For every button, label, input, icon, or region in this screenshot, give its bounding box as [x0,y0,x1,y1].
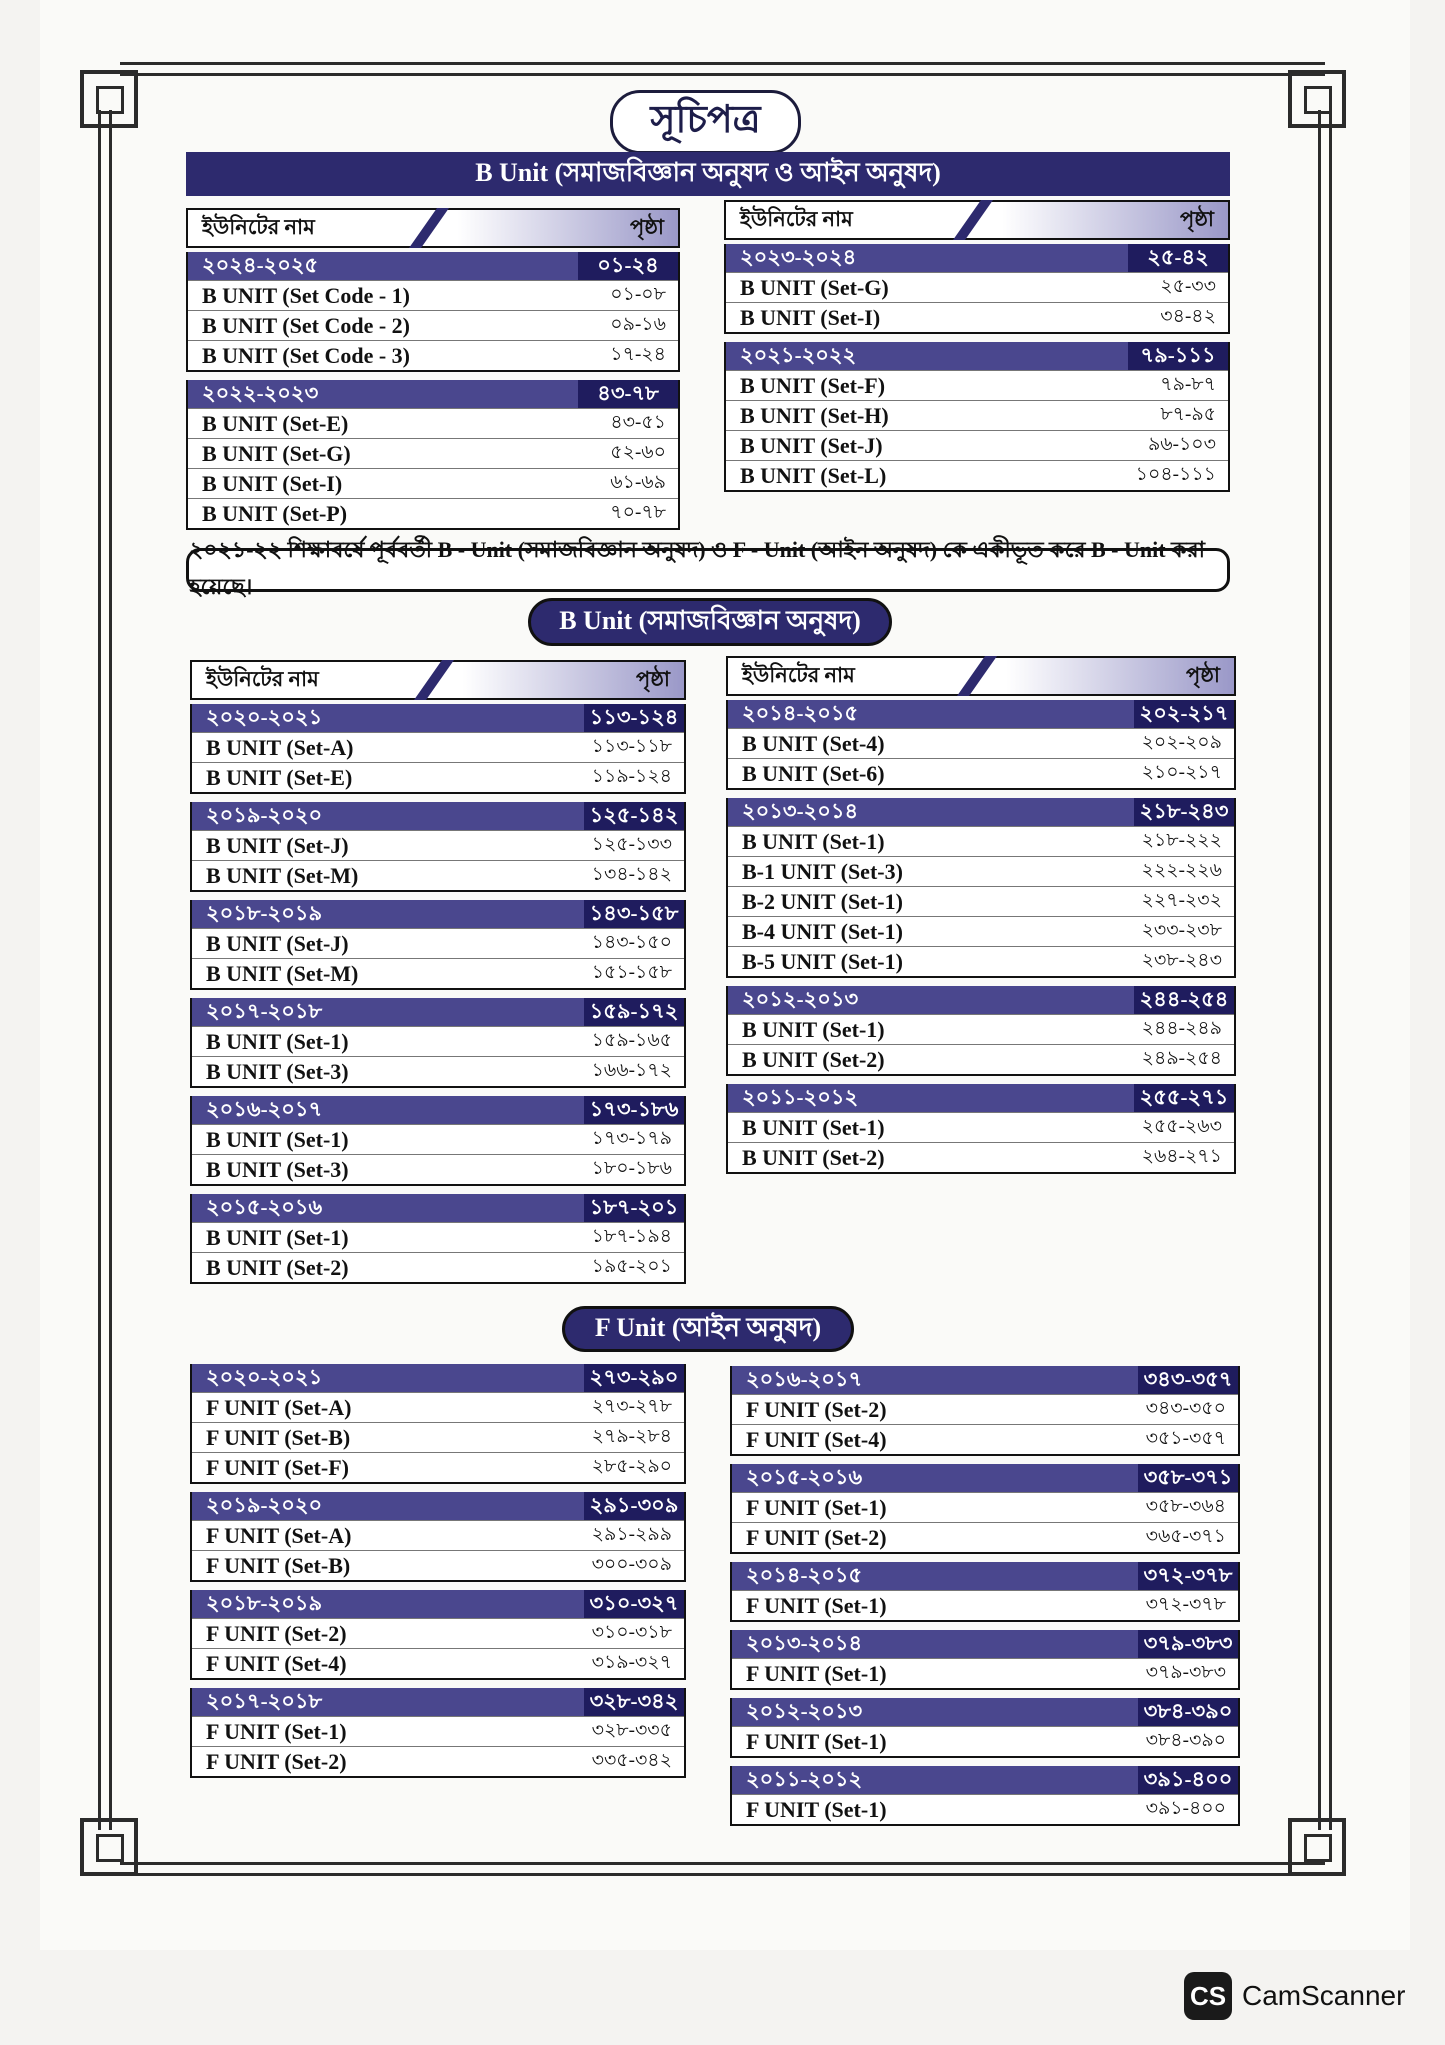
year-group [190,704,686,794]
toc-entry-pages: ১৩৪-১৪২ [591,863,672,885]
year-group-header [192,1194,684,1222]
toc-entry-pages: ৩০০-৩০৯ [591,1553,672,1575]
toc-entry-title: B UNIT (Set-I) [202,470,343,496]
column-header-unit-name: ইউনিটের নাম [206,666,319,691]
toc-entry-title: B UNIT (Set-1) [206,1224,349,1250]
toc-entry-pages: ৩১০-৩১৮ [591,1621,672,1643]
session-year: ২০১৪-২০১৫ [732,1562,1138,1590]
toc-entry-row[interactable] [192,928,684,958]
year-group-header [732,1630,1238,1658]
year-group-header [192,802,684,830]
session-year: ২০১১-২০১২ [732,1766,1138,1794]
toc-entry-pages: ৪৩-৫১ [610,411,666,433]
year-group [190,998,686,1088]
toc-entry-pages: ১৯৫-২০১ [591,1255,672,1277]
column-header-unit-name: ইউনিটের নাম [202,214,315,239]
toc-entry-title: B UNIT (Set-A) [206,734,354,760]
toc-entry-pages: ৩৪-৪২ [1160,305,1216,327]
toc-entry-pages: ২৫৫-২৬৩ [1141,1115,1222,1137]
session-year: ২০২০-২০২১ [192,704,584,732]
frame-right-border [1318,110,1332,1830]
toc-entry-pages: ২২৭-২৩২ [1141,889,1222,911]
toc-entry-row[interactable] [192,830,684,860]
toc-entry-row[interactable] [732,1394,1238,1424]
year-group-header [192,1096,684,1124]
toc-entry-pages: ১৮০-১৮৬ [591,1157,672,1179]
toc-entry-pages: ৩১৯-৩২৭ [591,1651,672,1673]
toc-entry-title: B UNIT (Set-E) [206,764,353,790]
year-group-header [732,1698,1238,1726]
toc-entry-title: F UNIT (Set-A) [206,1394,352,1420]
toc-entry-row[interactable] [726,460,1228,490]
session-year: ২০২১-২০২২ [726,342,1128,370]
toc-entry-title: F UNIT (Set-2) [746,1524,887,1550]
toc-entry-pages: ৩২৮-৩৩৫ [591,1719,672,1741]
toc-entry-row[interactable] [192,1422,684,1452]
toc-entry-pages: ৩৯১-৪০০ [1145,1797,1226,1819]
toc-entry-pages: ২১০-২১৭ [1141,761,1222,783]
session-page-range: ১৮৭-২০১ [584,1194,684,1222]
session-year: ২০১৯-২০২০ [192,802,584,830]
toc-entry-title: F UNIT (Set-1) [746,1796,887,1822]
toc-entry-title: B UNIT (Set-G) [740,274,889,300]
toc-entry-title: B-2 UNIT (Set-1) [742,888,903,914]
year-group-header [192,998,684,1026]
toc-entry-pages: ১৫১-১৫৮ [591,961,672,983]
year-group [724,342,1230,492]
toc-entry-pages: ৮৭-৯৫ [1160,403,1216,425]
toc-entry-pages: ৩৫৮-৩৬৪ [1145,1495,1226,1517]
year-group [186,380,680,530]
toc-entry-title: B UNIT (Set-E) [202,410,349,436]
toc-table-b-right [726,656,1236,1182]
toc-entry-row[interactable] [192,762,684,792]
toc-entry-row[interactable] [192,1222,684,1252]
toc-table-f-right [730,1366,1240,1834]
toc-entry-row[interactable] [192,1550,684,1580]
session-page-range: ২৫-৪২ [1128,244,1228,272]
toc-entry-pages: ০১-০৮ [610,283,666,305]
year-group-header [732,1464,1238,1492]
year-group [190,802,686,892]
year-group [726,700,1236,790]
year-group [186,252,680,372]
year-group [190,900,686,990]
toc-entry-title: F UNIT (Set-2) [206,1620,347,1646]
year-group [730,1366,1240,1456]
session-page-range: ১৭৩-১৮৬ [584,1096,684,1124]
year-group-header [732,1366,1238,1394]
toc-entry-pages: ১৫৯-১৬৫ [591,1029,672,1051]
camscanner-logo-icon: CS [1184,1972,1232,2020]
merge-note: ২০২১-২২ শিক্ষাবর্ষে পূর্ববর্তী B - Unit (সমাজবিজ্ঞান অনুষদ) ও F - Unit (আইন অনুষদ) কে একীভূত করে B - Unit করা হয়েছে। [186,548,1230,592]
toc-entry-pages: ২০২-২০৯ [1141,731,1222,753]
session-year: ২০২০-২০২১ [192,1364,584,1392]
toc-entry-row[interactable] [192,1746,684,1776]
camscanner-label: CamScanner [1242,1980,1406,2011]
toc-entry-pages: ৫২-৬০ [610,441,666,463]
column-header-page: পৃষ্ঠা [635,666,670,691]
toc-entry-row[interactable] [726,272,1228,302]
session-page-range: ২৭৩-২৯০ [584,1364,684,1392]
frame-corner-ornament [1288,70,1346,128]
session-page-range: ২৪৪-২৫৪ [1134,986,1234,1014]
session-page-range: ২৫৫-২৭১ [1134,1084,1234,1112]
toc-entry-pages: ২৭৩-২৭৮ [591,1395,672,1417]
toc-entry-title: B UNIT (Set-1) [742,1016,885,1042]
year-group-header [728,1084,1234,1112]
year-group [726,1084,1236,1174]
year-group [724,244,1230,334]
b-unit-section-title: B Unit (সমাজবিজ্ঞান অনুষদ) [528,598,892,646]
header-slash-decoration [957,656,997,696]
session-page-range: ৩২৮-৩৪২ [584,1688,684,1716]
year-group [730,1630,1240,1690]
session-year: ২০১৬-২০১৭ [732,1366,1138,1394]
toc-entry-pages: ২৪৯-২৫৪ [1141,1047,1222,1069]
session-year: ২০১২-২০১৩ [728,986,1134,1014]
year-group-header [188,380,678,408]
session-page-range: ২১৮-২৪৩ [1134,798,1234,826]
session-year: ২০১২-২০১৩ [732,1698,1138,1726]
session-year: ২০১৫-২০১৬ [192,1194,584,1222]
column-header-unit-name: ইউনিটের নাম [742,662,855,687]
toc-entry-title: B UNIT (Set-H) [740,402,889,428]
session-year: ২০১৭-২০১৮ [192,998,584,1026]
toc-entry-row[interactable] [192,1056,684,1086]
toc-entry-title: F UNIT (Set-1) [746,1660,887,1686]
year-group [730,1766,1240,1826]
toc-entry-row[interactable] [728,826,1234,856]
year-group-header [728,700,1234,728]
session-page-range: ৩৭২-৩৭৮ [1138,1562,1238,1590]
toc-entry-title: B UNIT (Set Code - 1) [202,282,410,308]
session-page-range: ১৪৩-১৫৮ [584,900,684,928]
toc-entry-row[interactable] [192,860,684,890]
table-header [724,200,1230,240]
toc-entry-pages: ২৬৪-২৭১ [1141,1145,1222,1167]
f-unit-section-title: F Unit (আইন অনুষদ) [562,1306,854,1352]
toc-entry-row[interactable] [188,340,678,370]
session-page-range: ৭৯-১১১ [1128,342,1228,370]
toc-entry-row[interactable] [192,1618,684,1648]
toc-entry-title: F UNIT (Set-F) [206,1454,349,1480]
session-page-range: ১৫৯-১৭২ [584,998,684,1026]
toc-entry-title: B UNIT (Set-M) [206,960,359,986]
toc-entry-row[interactable] [188,468,678,498]
year-group [190,1096,686,1186]
frame-top-border [120,62,1325,76]
toc-entry-pages: ১১৯-১২৪ [591,765,672,787]
toc-entry-row[interactable] [732,1590,1238,1620]
frame-corner-ornament [80,1818,138,1876]
toc-entry-pages: ২২২-২২৬ [1141,859,1222,881]
toc-entry-title: B UNIT (Set-1) [206,1126,349,1152]
toc-entry-pages: ১৬৬-১৭২ [591,1059,672,1081]
session-year: ২০১৮-২০১৯ [192,1590,584,1618]
year-group-header [192,1688,684,1716]
toc-table-f-left [190,1364,686,1786]
session-page-range: ৪৩-৭৮ [578,380,678,408]
toc-entry-pages: ৬১-৬৯ [610,471,666,493]
toc-entry-row[interactable] [726,400,1228,430]
year-group-header [732,1766,1238,1794]
session-year: ২০২২-২০২৩ [188,380,578,408]
toc-entry-title: B UNIT (Set-1) [742,1114,885,1140]
toc-entry-pages: ২৪৪-২৪৯ [1141,1017,1222,1039]
table-header [726,656,1236,696]
header-slash-decoration [953,200,993,240]
toc-entry-row[interactable] [732,1492,1238,1522]
year-group-header [192,1492,684,1520]
toc-entry-row[interactable] [192,1124,684,1154]
year-group [726,798,1236,978]
main-banner: B Unit (সমাজবিজ্ঞান অনুষদ ও আইন অনুষদ) [186,152,1230,196]
table-header [190,660,686,700]
toc-entry-pages: ১২৫-১৩৩ [591,833,672,855]
session-page-range: ১২৫-১৪২ [584,802,684,830]
column-header-unit-name: ইউনিটের নাম [740,206,853,231]
toc-entry-row[interactable] [192,1026,684,1056]
toc-table-top-right [724,200,1230,500]
toc-entry-row[interactable] [192,1252,684,1282]
year-group-header [728,986,1234,1014]
toc-entry-title: B UNIT (Set-J) [206,832,349,858]
year-group-header [192,704,684,732]
toc-entry-title: B-4 UNIT (Set-1) [742,918,903,944]
page-title: সূচিপত্র [610,90,801,154]
toc-entry-row[interactable] [732,1794,1238,1824]
toc-entry-title: B UNIT (Set Code - 2) [202,312,410,338]
frame-bottom-border [120,1862,1325,1876]
toc-entry-row[interactable] [192,1716,684,1746]
toc-entry-title: F UNIT (Set-2) [746,1396,887,1422]
year-group-header [192,1590,684,1618]
session-page-range: ৩৮৪-৩৯০ [1138,1698,1238,1726]
toc-entry-pages: ৭০-৭৮ [610,501,666,523]
toc-entry-row[interactable] [728,886,1234,916]
toc-entry-row[interactable] [728,758,1234,788]
toc-entry-row[interactable] [192,1392,684,1422]
toc-entry-row[interactable] [728,856,1234,886]
toc-entry-pages: ২৯১-২৯৯ [591,1523,672,1545]
toc-entry-pages: ৩৬৫-৩৭১ [1145,1525,1226,1547]
toc-entry-row[interactable] [732,1424,1238,1454]
toc-table-b-left [190,660,686,1292]
toc-entry-pages: ৩৫১-৩৫৭ [1145,1427,1226,1449]
table-header [186,208,680,248]
toc-entry-pages: ১০৪-১১১ [1135,463,1216,485]
toc-entry-pages: ১৮৭-১৯৪ [591,1225,672,1247]
year-group-header [188,252,678,280]
toc-entry-title: B UNIT (Set-L) [740,462,887,488]
session-year: ২০১৩-২০১৪ [732,1630,1138,1658]
year-group [190,1492,686,1582]
toc-entry-title: F UNIT (Set-1) [746,1494,887,1520]
toc-entry-row[interactable] [732,1522,1238,1552]
year-group [190,1194,686,1284]
toc-entry-row[interactable] [732,1658,1238,1688]
toc-entry-title: F UNIT (Set-1) [746,1592,887,1618]
session-year: ২০১৭-২০১৮ [192,1688,584,1716]
toc-entry-title: F UNIT (Set-1) [206,1718,347,1744]
toc-entry-row[interactable] [188,408,678,438]
toc-entry-title: B UNIT (Set-6) [742,760,885,786]
column-header-page: পৃষ্ঠা [1185,662,1220,687]
year-group [730,1698,1240,1758]
toc-entry-pages: ৩৭৯-৩৮৩ [1145,1661,1226,1683]
year-group-header [728,798,1234,826]
toc-entry-title: F UNIT (Set-2) [206,1748,347,1774]
toc-entry-title: F UNIT (Set-4) [746,1426,887,1452]
toc-entry-title: B-5 UNIT (Set-1) [742,948,903,974]
session-year: ২০১৪-২০১৫ [728,700,1134,728]
session-year: ২০২৪-২০২৫ [188,252,578,280]
year-group-header [732,1562,1238,1590]
toc-entry-title: B UNIT (Set-M) [206,862,359,888]
frame-corner-ornament [80,70,138,128]
session-year: ২০১৩-২০১৪ [728,798,1134,826]
toc-entry-row[interactable] [726,430,1228,460]
toc-entry-row[interactable] [192,1648,684,1678]
toc-entry-title: F UNIT (Set-1) [746,1728,887,1754]
toc-entry-row[interactable] [728,916,1234,946]
year-group [730,1562,1240,1622]
toc-entry-title: B UNIT (Set-I) [740,304,881,330]
toc-entry-row[interactable] [726,370,1228,400]
session-year: ২০২৩-২০২৪ [726,244,1128,272]
toc-entry-pages: ৩৮৪-৩৯০ [1145,1729,1226,1751]
session-page-range: ০১-২৪ [578,252,678,280]
header-slash-decoration [409,208,449,248]
session-year: ২০১৯-২০২০ [192,1492,584,1520]
toc-entry-pages: ২৫-৩৩ [1160,275,1216,297]
toc-entry-row[interactable] [728,1142,1234,1172]
toc-entry-row[interactable] [192,958,684,988]
toc-entry-pages: ১১৩-১১৮ [591,735,672,757]
toc-entry-title: B UNIT (Set-G) [202,440,351,466]
camscanner-watermark [1184,1972,1405,2020]
year-group [190,1688,686,1778]
toc-entry-pages: ২১৮-২২২ [1141,829,1222,851]
toc-entry-row[interactable] [188,280,678,310]
toc-entry-row[interactable] [192,1520,684,1550]
session-page-range: ৩৫৮-৩৭১ [1138,1464,1238,1492]
toc-entry-pages: ৩৩৫-৩৪২ [591,1749,672,1771]
toc-entry-title: B-1 UNIT (Set-3) [742,858,903,884]
toc-entry-title: B UNIT (Set-1) [742,828,885,854]
toc-entry-pages: ৯৬-১০৩ [1147,433,1216,455]
session-page-range: ২০২-২১৭ [1134,700,1234,728]
toc-entry-row[interactable] [728,728,1234,758]
toc-entry-title: B UNIT (Set-2) [742,1144,885,1170]
toc-entry-row[interactable] [192,1154,684,1184]
toc-entry-row[interactable] [732,1726,1238,1756]
year-group [190,1590,686,1680]
session-page-range: ২৯১-৩০৯ [584,1492,684,1520]
toc-entry-row[interactable] [728,1112,1234,1142]
toc-entry-pages: ১৪৩-১৫০ [591,931,672,953]
toc-entry-title: B UNIT (Set Code - 3) [202,342,410,368]
toc-entry-pages: ২৭৯-২৮৪ [591,1425,672,1447]
frame-corner-ornament [1288,1818,1346,1876]
toc-entry-row[interactable] [192,1452,684,1482]
toc-entry-title: F UNIT (Set-B) [206,1424,351,1450]
session-year: ২০১৬-২০১৭ [192,1096,584,1124]
toc-entry-title: F UNIT (Set-A) [206,1522,352,1548]
frame-left-border [98,110,112,1830]
session-page-range: ১১৩-১২৪ [584,704,684,732]
column-header-page: পৃষ্ঠা [629,214,664,239]
year-group [726,986,1236,1076]
year-group [730,1464,1240,1554]
toc-entry-title: F UNIT (Set-4) [206,1650,347,1676]
session-year: ২০১৮-২০১৯ [192,900,584,928]
toc-entry-pages: ৩৭২-৩৭৮ [1145,1593,1226,1615]
session-page-range: ৩১০-৩২৭ [584,1590,684,1618]
toc-entry-title: B UNIT (Set-J) [740,432,883,458]
toc-entry-title: B UNIT (Set-2) [742,1046,885,1072]
toc-entry-pages: ২৩৩-২৩৮ [1141,919,1222,941]
toc-entry-pages: ১৭-২৪ [610,343,666,365]
year-group [190,1364,686,1484]
session-year: ২০১৫-২০১৬ [732,1464,1138,1492]
year-group-header [726,244,1228,272]
year-group-header [192,1364,684,1392]
toc-entry-pages: ৩৪৩-৩৫০ [1145,1397,1226,1419]
toc-entry-row[interactable] [192,732,684,762]
session-page-range: ৩৭৯-৩৮৩ [1138,1630,1238,1658]
toc-entry-pages: ২৩৮-২৪৩ [1141,949,1222,971]
toc-table-top-left [186,208,680,538]
session-year: ২০১১-২০১২ [728,1084,1134,1112]
column-header-page: পৃষ্ঠা [1179,206,1214,231]
toc-entry-title: B UNIT (Set-2) [206,1254,349,1280]
toc-entry-title: B UNIT (Set-4) [742,730,885,756]
toc-entry-pages: ১৭৩-১৭৯ [591,1127,672,1149]
toc-entry-row[interactable] [728,1044,1234,1074]
toc-entry-title: F UNIT (Set-B) [206,1552,351,1578]
header-slash-decoration [414,660,454,700]
toc-entry-title: B UNIT (Set-P) [202,500,348,526]
session-page-range: ৩৯১-৪০০ [1138,1766,1238,1794]
year-group-header [192,900,684,928]
toc-entry-row[interactable] [728,1014,1234,1044]
toc-entry-title: B UNIT (Set-3) [206,1058,349,1084]
toc-entry-title: B UNIT (Set-3) [206,1156,349,1182]
toc-entry-row[interactable] [726,302,1228,332]
toc-entry-title: B UNIT (Set-F) [740,372,886,398]
toc-entry-pages: ০৯-১৬ [610,313,666,335]
year-group-header [726,342,1228,370]
toc-entry-row[interactable] [188,498,678,528]
toc-entry-pages: ৭৯-৮৭ [1160,373,1216,395]
toc-entry-row[interactable] [188,310,678,340]
toc-entry-pages: ২৮৫-২৯০ [591,1455,672,1477]
toc-entry-title: B UNIT (Set-J) [206,930,349,956]
toc-entry-title: B UNIT (Set-1) [206,1028,349,1054]
session-page-range: ৩৪৩-৩৫৭ [1138,1366,1238,1394]
toc-entry-row[interactable] [188,438,678,468]
toc-entry-row[interactable] [728,946,1234,976]
